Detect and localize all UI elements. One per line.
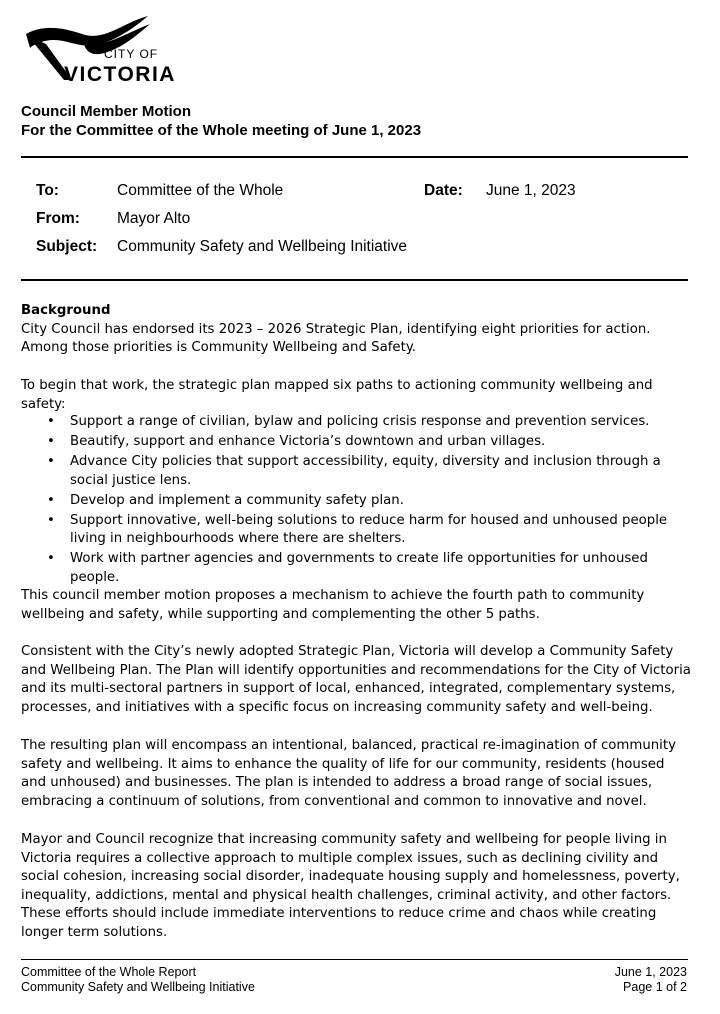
paragraph-motion-purpose: This council member motion proposes a mechanism to achieve the fourth path to community wellbeing and safety, while supporting and complementing the other 5 paths. bbox=[21, 588, 645, 622]
to-label: To: bbox=[36, 182, 59, 199]
footer-report-subject: Community Safety and Wellbeing Initiative bbox=[21, 980, 255, 994]
logo-text-victoria: VICTORIA bbox=[64, 63, 176, 86]
list-item: • Support a range of civilian, bylaw and policing crisis response and prevention services. bbox=[21, 413, 693, 432]
paragraph-six-paths: To begin that work, the strategic plan mapped six paths to actioning community wellbeing and safety: bbox=[21, 378, 653, 412]
list-item: • Develop and implement a community safety plan. bbox=[21, 492, 693, 511]
background-section bbox=[21, 302, 693, 358]
list-item: • Beautify, support and enhance Victoria’s downtown and urban villages. bbox=[21, 433, 693, 452]
background-heading: Background bbox=[21, 303, 111, 318]
footer-page-number: Page 1 of 2 bbox=[623, 980, 687, 994]
paragraph-plan-development: Consistent with the City’s newly adopted Strategic Plan, Victoria will develop a Community Safety and Wellbeing Plan. The Plan will identify opportunities and recommendations for the City of Victoria and its multi-sectoral partners in support of local, enhanced, integrated, complementary systems, processes, and initiatives with a specific focus on increasing community safety and well-being. bbox=[21, 644, 691, 715]
to-value: Committee of the Whole bbox=[117, 182, 284, 199]
bullet-icon: • bbox=[47, 454, 55, 469]
footer-report-name: Committee of the Whole Report bbox=[21, 965, 197, 979]
bullet-icon: • bbox=[47, 512, 55, 528]
logo-text-city-of: CITY OF bbox=[104, 47, 159, 61]
paragraph-strategic-plan: City Council has endorsed its 2023 – 2026 Strategic Plan, identifying eight priorities for action. Among those priorities is Community Wellbeing and Safety. bbox=[21, 321, 651, 355]
footer-date: June 1, 2023 bbox=[614, 965, 687, 979]
from-value: Mayor Alto bbox=[117, 210, 191, 227]
list-item: • Advance City policies that support accessibility, equity, diversity and inclusion through a social justice lens. bbox=[47, 454, 661, 488]
header-divider bbox=[21, 156, 688, 158]
footer-divider bbox=[21, 959, 688, 960]
meeting-heading: For the Committee of the Whole meeting of June 1, 2023 bbox=[21, 122, 422, 139]
bullet-icon: • bbox=[47, 414, 55, 429]
paragraph-plan-scope: The resulting plan will encompass an intentional, balanced, practical re-imagination of community safety and wellbeing. It aims to enhance the quality of life for our community, residents (housed and unhoused) and businesses. The plan is intended to address a broad range of social issues, embracing a continuum of solutions, from conventional and common to innovative and novel. bbox=[21, 738, 676, 809]
list-item: • Support innovative, well-being solutions to reduce harm for housed and unhoused people living in neighbourhoods where there are shelters. bbox=[47, 512, 668, 546]
date-value: June 1, 2023 bbox=[486, 182, 576, 199]
subject-value: Community Safety and Wellbeing Initiative bbox=[117, 238, 408, 255]
paths-list bbox=[21, 413, 693, 589]
subject-label: Subject: bbox=[36, 238, 98, 255]
memo-divider bbox=[21, 279, 688, 281]
from-label: From: bbox=[36, 210, 80, 227]
paragraph-collective-approach: Mayor and Council recognize that increasing community safety and wellbeing for people living in Victoria requires a collective approach to multiple complex issues, such as declining civility and social cohesion, increasing social disorder, inadequate housing supply and homelessness, poverty, inequality, addictions, mental and physical health challenges, criminal activity, and other factors. These efforts should include immediate interventions to reduce crime and chaos while creating longer term solutions. bbox=[21, 832, 680, 940]
date-label: Date: bbox=[424, 182, 463, 199]
bullet-icon: • bbox=[47, 434, 55, 449]
list-item: • Work with partner agencies and governments to create life opportunities for unhoused people. bbox=[47, 551, 648, 585]
bullet-icon: • bbox=[47, 551, 55, 566]
document-type-heading: Council Member Motion bbox=[21, 103, 191, 120]
bullet-icon: • bbox=[47, 492, 55, 508]
